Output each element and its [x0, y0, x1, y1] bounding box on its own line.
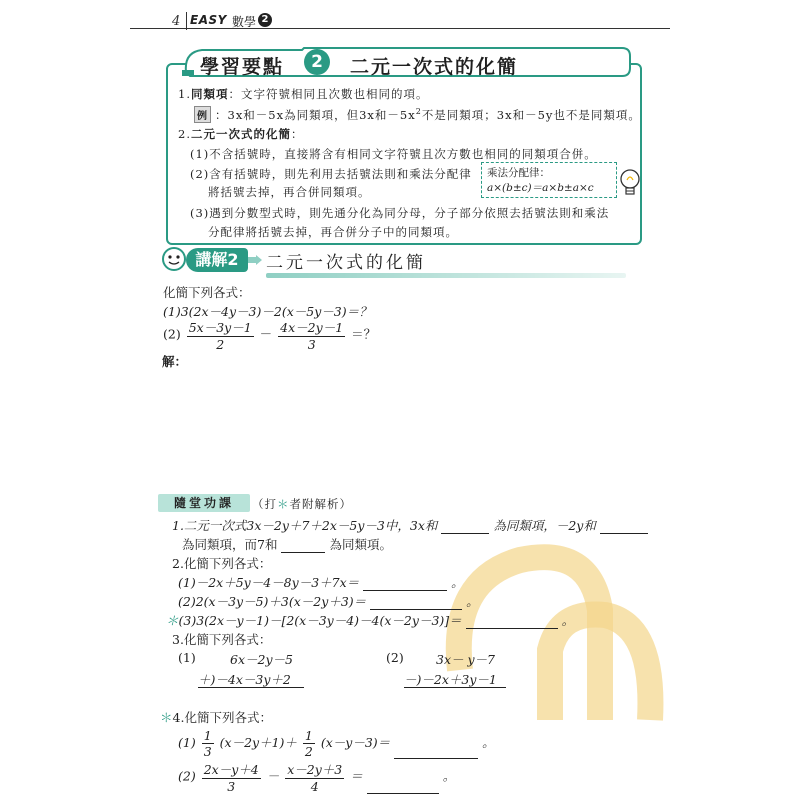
answer-blank[interactable]: [441, 533, 489, 534]
lecture-underline: [266, 273, 626, 278]
example-superscript: 2: [415, 107, 422, 117]
fraction-denominator: 4: [310, 779, 319, 794]
equals-question: ＝？: [351, 326, 377, 342]
page-number: 4: [172, 14, 181, 29]
answer-blank[interactable]: [370, 609, 462, 610]
q1-text-d: 為同類項。: [329, 537, 392, 552]
point-2-sub-3b: 分配律將括號去掉，再合併分子中的同類項。: [208, 225, 458, 239]
answer-blank[interactable]: [600, 533, 648, 534]
fraction-numerator: 2x－y＋4: [203, 762, 259, 777]
point-2-colon: ：: [290, 127, 304, 141]
q3-2-top: 3x－ y－7: [436, 652, 495, 667]
distributive-law-note: [481, 162, 617, 198]
answer-blank[interactable]: [363, 590, 447, 591]
key-points-title: 學習要點: [200, 56, 285, 78]
q3-1-bottom: ＋)－4x－3y＋2: [198, 672, 291, 687]
homework-q2-2: [178, 592, 479, 610]
point-1-number: 1.: [178, 87, 191, 101]
point-1: [178, 86, 428, 102]
q4-2-label: (2): [178, 768, 196, 784]
lecture-prompt: 化簡下列各式：: [163, 285, 251, 300]
period: 。: [561, 613, 575, 628]
point-1-text: ：文字符號相同且次數也相同的項。: [228, 87, 429, 101]
fraction-numerator: 1: [203, 728, 212, 743]
answer-blank[interactable]: [466, 628, 558, 629]
q3-2-label: (2): [386, 650, 404, 665]
fraction-numerator: 4x－2y－1: [280, 320, 344, 335]
key-points-topic: 二元一次式的化簡: [350, 56, 519, 78]
fraction: [202, 728, 214, 759]
fraction: [278, 318, 345, 352]
mascot-icon: [160, 245, 188, 273]
homework-note: [252, 496, 352, 512]
q4-2-end: ＝: [350, 768, 363, 784]
homework-q2-1: [178, 573, 464, 591]
fraction: [202, 760, 261, 794]
q3-1-label: (1): [178, 650, 196, 665]
example-text-b: 不是同類項；3x和－5y也不是同類項。: [421, 108, 641, 122]
q2-2-text: (2)2(x－3y－5)＋3(x－2y＋3)＝: [178, 594, 367, 609]
star-icon: ＊: [166, 613, 179, 628]
fraction-denominator: 2: [216, 337, 225, 352]
header-divider: [186, 12, 187, 30]
key-points-number: 2: [304, 49, 330, 75]
point-2-sub-1: (1)不含括號時，直接將含有相同文字符號且次方數也相同的同類項合併。: [190, 147, 597, 161]
homework-q4-title: [160, 708, 272, 726]
minus-sign: －: [259, 326, 273, 342]
lecture-label: 講解2: [186, 248, 248, 272]
arrow-right-icon: [248, 255, 262, 265]
example-text-a: ：3x和－5x為同類項，但3x和－5x: [215, 108, 416, 122]
lecture-question-2: [163, 318, 376, 352]
q3-1-top: 6x－2y－5: [230, 652, 293, 667]
answer-blank[interactable]: [394, 758, 478, 759]
period: 。: [482, 735, 495, 750]
point-2-title: 二元一次式的化簡: [190, 127, 291, 141]
fraction-denominator: 3: [203, 744, 212, 759]
distributive-law-title: 乘法分配律：: [487, 167, 550, 179]
q1-text-a: 1.二元一次式3x－2y＋7＋2x－5y－3中，3x和: [172, 518, 438, 533]
answer-blank[interactable]: [281, 552, 325, 553]
homework-q1-line2: [182, 535, 392, 553]
subject-label: 數學: [232, 15, 257, 29]
q3-1-sum-line: [198, 687, 304, 688]
fraction: [303, 728, 315, 759]
answer-blank[interactable]: [367, 793, 439, 794]
homework-q1-line1: [172, 516, 648, 534]
q3-2-sum-line: [404, 687, 506, 688]
point-2-sub-2b: 將括號去掉，再合併同類項。: [208, 185, 371, 199]
homework-q4-2: [178, 760, 455, 794]
q4-1-middle: (x－2y＋1)＋: [219, 735, 297, 750]
lightbulb-icon: [618, 168, 642, 198]
star-icon: ＊: [277, 497, 290, 511]
fraction: [285, 760, 344, 794]
fraction-numerator: 5x－3y－1: [188, 320, 252, 335]
point-2: [178, 126, 303, 142]
minus-sign: －: [266, 768, 280, 784]
point-2-number: 2.: [178, 127, 191, 141]
series-logo: EASY: [190, 13, 227, 27]
lecture-title: 二元一次式的化簡: [266, 253, 426, 273]
q3-2-bottom: －)－2x＋3y－1: [404, 672, 497, 687]
q1-text-b: 為同類項，－2y和: [493, 518, 596, 533]
homework-title: 隨堂功課: [158, 494, 250, 512]
q2-3-text: (3)3(2x－y－1)－[2(x－3y－4)－4(x－2y－3)]＝: [178, 613, 462, 628]
fraction-numerator: x－2y＋3: [287, 762, 343, 777]
period: 。: [442, 768, 456, 784]
question-2-label: (2): [163, 326, 181, 342]
period: 。: [466, 594, 479, 609]
fraction-denominator: 3: [307, 337, 316, 352]
volume-badge: 2: [258, 13, 272, 27]
q1-text-c: 為同類項，而7和: [182, 537, 278, 552]
solution-label: 解：: [162, 354, 188, 369]
period: 。: [451, 575, 464, 590]
fraction: [187, 318, 254, 352]
point-2-sub-3a: (3)遇到分數型式時，則先通分化為同分母，分子部分依照去括號法則和乘法: [190, 206, 610, 220]
fraction-denominator: 2: [304, 744, 313, 759]
star-icon: ＊: [160, 710, 173, 725]
distributive-law-formula: a×(b±c)＝a×b±a×c: [487, 182, 594, 194]
note-open: （打: [252, 497, 277, 511]
q4-1-end: (x－y－3)＝: [320, 735, 391, 750]
q4-title-text: 4.化簡下列各式：: [172, 710, 272, 725]
q4-1-label: (1): [178, 735, 196, 750]
example-tag: 例: [194, 106, 211, 123]
homework-q3-title: 3.化簡下列各式：: [172, 632, 272, 647]
lecture-question-1: (1)3(2x－4y－3)－2(x－5y－3)＝？: [163, 304, 372, 319]
point-1-example: [194, 106, 641, 123]
point-1-title: 同類項: [190, 87, 229, 101]
header-rule: [130, 28, 670, 29]
q2-1-text: (1)－2x＋5y－4－8y－3＋7x＝: [178, 575, 360, 590]
point-2-sub-2a: (2)含有括號時，則先利用去括號法則和乘法分配律: [190, 167, 472, 181]
homework-q4-1: [178, 728, 495, 759]
fraction-numerator: 1: [304, 728, 313, 743]
fraction-denominator: 3: [227, 779, 236, 794]
homework-q2-3: [166, 611, 574, 629]
homework-q2-title: 2.化簡下列各式：: [172, 556, 272, 571]
note-close: 者附解析）: [289, 497, 352, 511]
